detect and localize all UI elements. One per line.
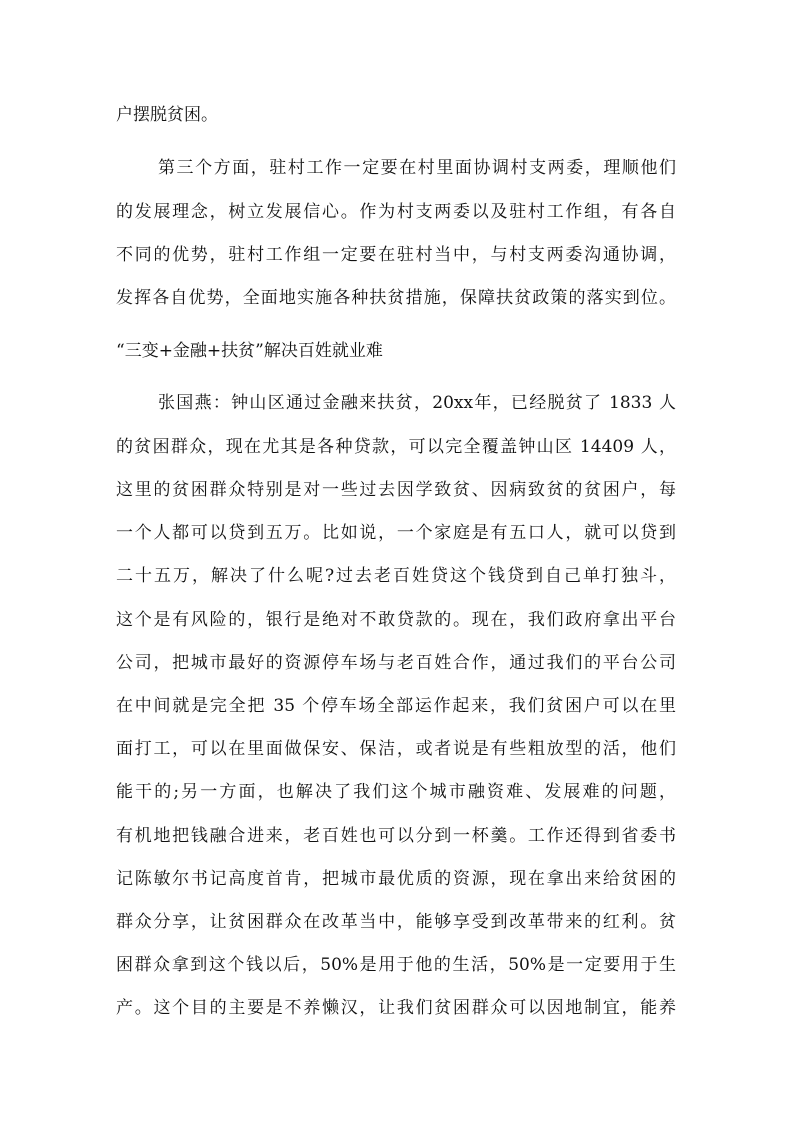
paragraph-first-line: 第三个方面，驻村工作一定要在村里面协调村支两委，理顺他们 bbox=[158, 158, 676, 178]
text-line: 户摆脱贫困。 bbox=[116, 105, 218, 125]
section-heading: “三变+金融+扶贫”解决百姓就业难 bbox=[116, 341, 383, 361]
text-line: 记陈敏尔书记高度首肯，把城市最优质的资源，现在拿出来给贫困的 bbox=[116, 869, 676, 889]
text-line: 产。这个目的主要是不养懒汉，让我们贫困群众可以因地制宜，能养 bbox=[116, 998, 676, 1018]
text-line: 这里的贫困群众特别是对一些过去因学致贫、因病致贫的贫困户，每 bbox=[116, 480, 676, 500]
text-line: 公司，把城市最好的资源停车场与老百姓合作，通过我们的平台公司 bbox=[116, 653, 676, 673]
text-line: 的发展理念，树立发展信心。作为村支两委以及驻村工作组，有各自 bbox=[116, 202, 676, 222]
text-line: 群众分享，让贫困群众在改革当中，能够享受到改革带来的红利。贫 bbox=[116, 912, 676, 932]
text-line: 一个人都可以贷到五万。比如说，一个家庭是有五口人，就可以贷到 bbox=[116, 523, 676, 543]
text-line: 有机地把钱融合进来，老百姓也可以分到一杯羹。工作还得到省委书 bbox=[116, 826, 676, 846]
text-line: 面打工，可以在里面做保安、保洁，或者说是有些粗放型的活，他们 bbox=[116, 739, 676, 759]
text-line: 的贫困群众，现在尤其是各种贷款，可以完全覆盖钟山区 14409 人， bbox=[116, 437, 676, 457]
text-line: 在中间就是完全把 35 个停车场全部运作起来，我们贫困户可以在里 bbox=[116, 696, 676, 716]
text-line: 这个是有风险的，银行是绝对不敢贷款的。现在，我们政府拿出平台 bbox=[116, 610, 676, 630]
text-line: 发挥各自优势，全面地实施各种扶贫措施，保障扶贫政策的落实到位。 bbox=[116, 288, 676, 308]
text-line: 困群众拿到这个钱以后，50%是用于他的生活，50%是一定要用于生 bbox=[116, 955, 676, 975]
text-line: 不同的优势，驻村工作组一定要在驻村当中，与村支两委沟通协调， bbox=[116, 245, 676, 265]
text-line: 能干的;另一方面，也解决了我们这个城市融资难、发展难的问题， bbox=[116, 782, 676, 802]
paragraph-first-line: 张国燕：钟山区通过金融来扶贫，20xx年，已经脱贫了 1833 人 bbox=[158, 393, 676, 413]
text-line: 二十五万，解决了什么呢?过去老百姓贷这个钱贷到自己单打独斗， bbox=[116, 566, 676, 586]
